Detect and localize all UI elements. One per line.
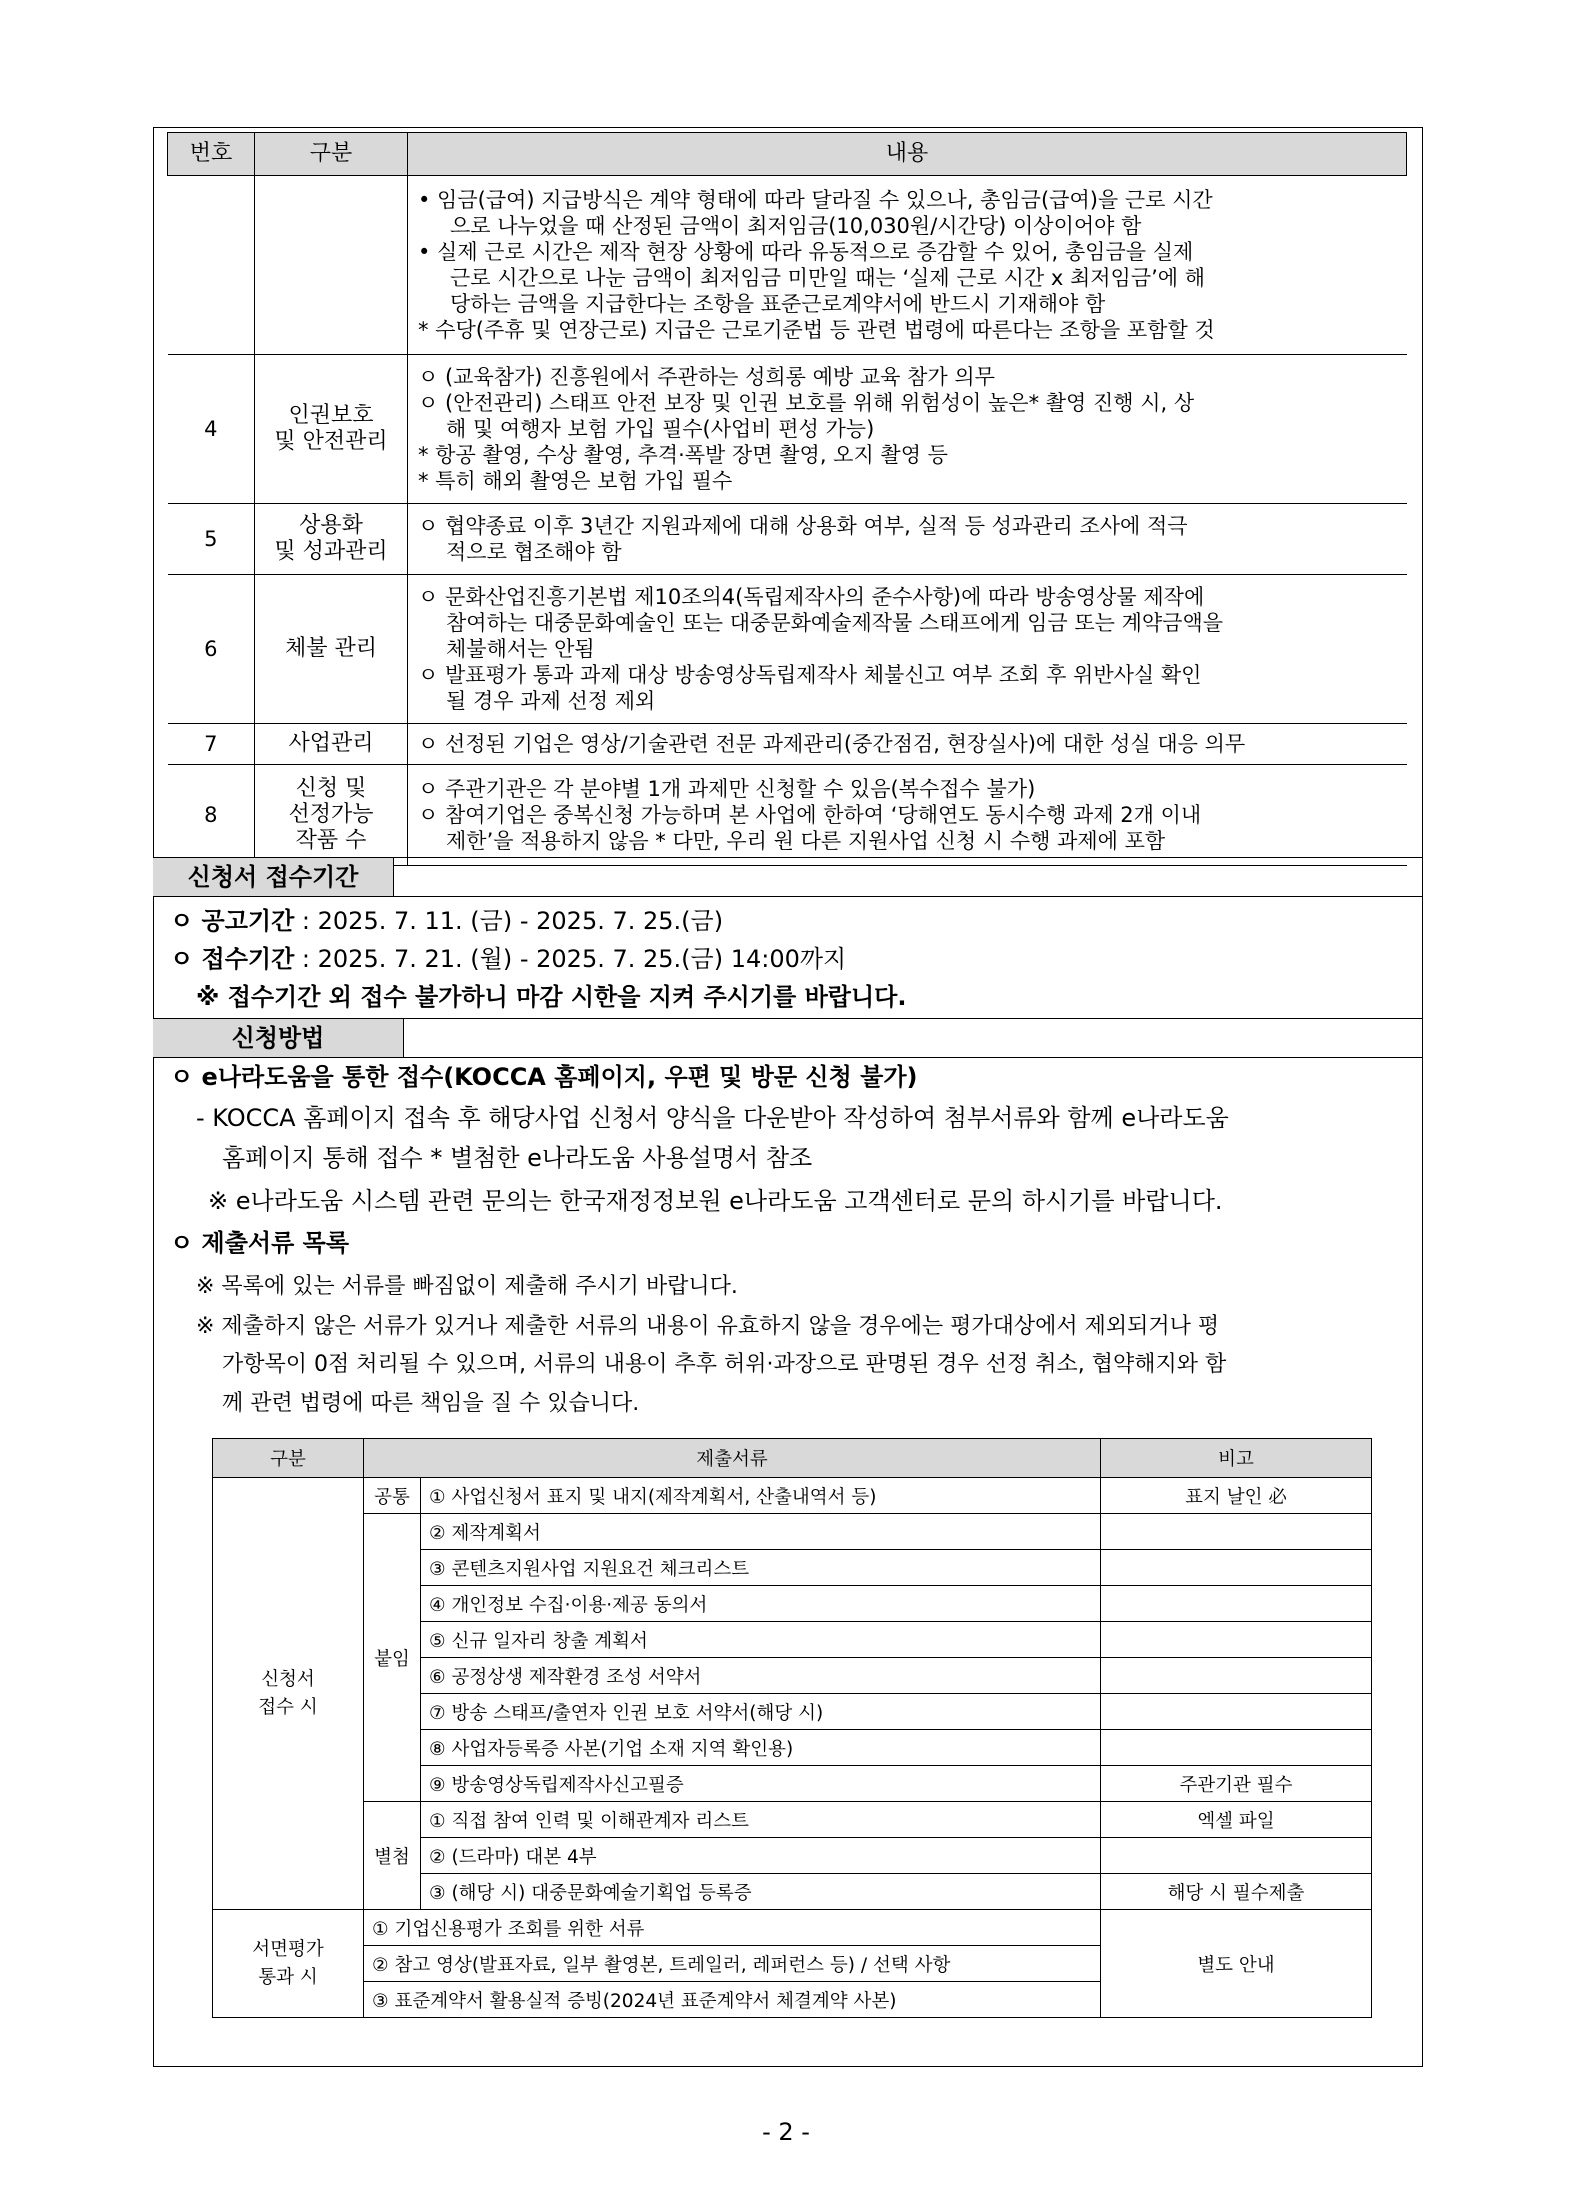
- doc-name: ③ (해당 시) 대중문화예술기획업 등록증: [421, 1874, 1101, 1910]
- receipt-period: [170, 944, 846, 974]
- doc-note: 별도 안내: [1101, 1910, 1372, 2018]
- doc-note: 표지 날인 必: [1101, 1478, 1372, 1514]
- table-row: [168, 504, 1407, 575]
- header-category: 구분: [213, 1439, 364, 1478]
- content-line: 체불해서는 안됨: [446, 637, 595, 661]
- content-line: ㅇ 문화산업진흥기본법 제10조의4(독립제작사의 준수사항)에 따라 방송영상물 제작에: [418, 585, 1205, 609]
- docs-note: ※ 목록에 있는 서류를 빠짐없이 제출해 주시기 바랍니다.: [196, 1274, 738, 1299]
- category-line: 인권보호: [288, 403, 374, 428]
- header-content: 내용: [408, 133, 1407, 176]
- header-remarks: 비고: [1101, 1439, 1372, 1478]
- content-line: 될 경우 과제 선정 제외: [446, 689, 656, 713]
- doc-note: 엑셀 파일: [1101, 1802, 1372, 1838]
- doc-note: [1101, 1550, 1372, 1586]
- notice-period: [170, 906, 723, 936]
- notice-label: 공고기간: [201, 907, 295, 935]
- content-line: * 특히 해외 촬영은 보험 가입 필수: [418, 469, 733, 493]
- row-category: [255, 355, 408, 504]
- header-documents: 제출서류: [364, 1439, 1101, 1478]
- doc-note: [1101, 1838, 1372, 1874]
- doc-note: 주관기관 필수: [1101, 1766, 1372, 1802]
- table-header-row: [213, 1439, 1372, 1478]
- category-line: 선정가능: [288, 802, 374, 827]
- header-category: 구분: [255, 133, 408, 176]
- table-row: [213, 1514, 1372, 1550]
- content-line: ㅇ 발표평가 통과 과제 대상 방송영상독립제작사 체불신고 여부 조회 후 위반사실 확인: [418, 663, 1202, 687]
- category-line: 및 성과관리: [274, 539, 388, 564]
- content-line: ㅇ 협약종료 이후 3년간 지원과제에 대해 상용화 여부, 실적 등 성과관리 조사에 적극: [418, 514, 1188, 538]
- doc-name: ⑨ 방송영상독립제작사신고필증: [421, 1766, 1101, 1802]
- circle-bullet-icon: ㅇ: [170, 907, 202, 935]
- row-number: 8: [168, 765, 255, 866]
- docs-note: 께 관련 법령에 따른 책임을 질 수 있습니다.: [222, 1391, 640, 1416]
- doc-name: ① 사업신청서 표지 및 내지(제작계획서, 산출내역서 등): [421, 1478, 1101, 1514]
- table-row: [213, 1802, 1372, 1838]
- doc-note: [1101, 1658, 1372, 1694]
- doc-name: ⑧ 사업자등록증 사본(기업 소재 지역 확인용): [421, 1730, 1101, 1766]
- content-line: ㅇ (안전관리) 스태프 안전 보장 및 인권 보호를 위해 위험성이 높은* 촬영 진행 시, 상: [418, 391, 1195, 415]
- content-line: 으로 나누었을 때 산정된 금액이 최저임금(10,030원/시간당) 이상이어야 함: [450, 214, 1142, 238]
- content-line: 제한’을 적용하지 않음 * 다만, 우리 원 다른 지원사업 신청 시 수행 과제에 포함: [446, 829, 1166, 853]
- content-line: • 임금(급여) 지급방식은 계약 형태에 따라 달라질 수 있으나, 총임금(급여)을 근로 시간: [418, 188, 1213, 212]
- group-line: 서면평가: [252, 1938, 324, 1960]
- docs-heading-text: 제출서류 목록: [201, 1229, 350, 1257]
- table-row: [168, 765, 1407, 866]
- doc-note: [1101, 1514, 1372, 1550]
- doc-name: ⑤ 신규 일자리 창출 계획서: [421, 1622, 1101, 1658]
- doc-name: ② (드라마) 대본 4부: [421, 1838, 1101, 1874]
- requirements-table: [167, 132, 1407, 866]
- receipt-value: : 2025. 7. 21. (월) - 2025. 7. 25.(금) 14:00까지: [294, 945, 847, 973]
- page-number: - 2 -: [762, 2118, 810, 2146]
- row-number: 6: [168, 575, 255, 724]
- row-number: 7: [168, 724, 255, 765]
- table-row: [168, 355, 1407, 504]
- doc-name: ③ 콘텐츠지원사업 지원요건 체크리스트: [421, 1550, 1101, 1586]
- doc-name: ① 직접 참여 인력 및 이해관계자 리스트: [421, 1802, 1101, 1838]
- category-line: 신청 및: [295, 776, 367, 801]
- row-category: [255, 724, 408, 765]
- section-header-method: [153, 1018, 1423, 1058]
- notice-value: : 2025. 7. 11. (금) - 2025. 7. 25.(금): [294, 907, 724, 935]
- content-line: • 실제 근로 시간은 제작 현장 상황에 따라 유동적으로 증감할 수 있어, 총임금을 실제: [418, 240, 1194, 264]
- content-line: 근로 시간으로 나눈 금액이 최저임금 미만일 때는 ‘실제 근로 시간 x 최저임금’에 해: [450, 266, 1206, 290]
- documents-table: [212, 1438, 1372, 2018]
- row-category: [255, 504, 408, 575]
- doc-note: [1101, 1694, 1372, 1730]
- header-number: 번호: [168, 133, 255, 176]
- table-row: [213, 1910, 1372, 1946]
- table-header-row: [168, 133, 1407, 176]
- circle-bullet-icon: ㅇ: [170, 1229, 202, 1257]
- row-number: 5: [168, 504, 255, 575]
- doc-name: ③ 표준계약서 활용실적 증빙(2024년 표준계약서 체결계약 사본): [364, 1982, 1101, 2018]
- section-title: 신청서 접수기간: [153, 858, 394, 896]
- section-header-period: [153, 857, 1423, 897]
- docs-heading: [170, 1228, 349, 1258]
- category-line: 상용화: [299, 513, 363, 538]
- section-title: 신청방법: [153, 1019, 404, 1057]
- doc-name: ④ 개인정보 수집·이용·제공 동의서: [421, 1586, 1101, 1622]
- circle-bullet-icon: ㅇ: [170, 1063, 202, 1091]
- method-heading-text: e나라도움을 통한 접수(KOCCA 홈페이지, 우편 및 방문 신청 불가): [201, 1063, 918, 1091]
- row-category: [255, 765, 408, 866]
- row-category: [255, 575, 408, 724]
- content-line: * 항공 촬영, 수상 촬영, 추격·폭발 장면 촬영, 오지 촬영 등: [418, 443, 948, 467]
- group-category: [213, 1478, 364, 1910]
- content-line: ㅇ 참여기업은 중복신청 가능하며 본 사업에 한하여 ‘당해연도 동시수행 과제 2개 이내: [418, 803, 1202, 827]
- doc-note: [1101, 1730, 1372, 1766]
- docs-note: 가항목이 0점 처리될 수 있으며, 서류의 내용이 추후 허위·과장으로 판명된 경우 선정 취소, 협약해지와 함: [222, 1352, 1227, 1377]
- doc-note: [1101, 1586, 1372, 1622]
- content-line: ㅇ (교육참가) 진흥원에서 주관하는 성희롱 예방 교육 참가 의무: [418, 365, 995, 389]
- sub-category: 붙임: [364, 1514, 421, 1802]
- method-line: - KOCCA 홈페이지 접속 후 해당사업 신청서 양식을 다운받아 작성하여 첨부서류와 함께 e나라도움: [196, 1104, 1229, 1132]
- group-line: 접수 시: [258, 1696, 318, 1718]
- table-row: [213, 1478, 1372, 1514]
- doc-note: 해당 시 필수제출: [1101, 1874, 1372, 1910]
- content-line: ㅇ 주관기관은 각 분야별 1개 과제만 신청할 수 있음(복수접수 불가): [418, 777, 1036, 801]
- doc-note: [1101, 1622, 1372, 1658]
- receipt-label: 접수기간: [201, 945, 295, 973]
- table-row: [168, 724, 1407, 765]
- category-line: 사업관리: [288, 731, 374, 756]
- doc-name: ② 참고 영상(발표자료, 일부 촬영본, 트레일러, 레퍼런스 등) / 선택 사항: [364, 1946, 1101, 1982]
- deadline-warning: ※ 접수기간 외 접수 불가하니 마감 시한을 지켜 주시기를 바랍니다.: [196, 983, 907, 1011]
- doc-name: ⑥ 공정상생 제작환경 조성 서약서: [421, 1658, 1101, 1694]
- doc-name: ② 제작계획서: [421, 1514, 1101, 1550]
- doc-name: ⑦ 방송 스태프/출연자 인권 보호 서약서(해당 시): [421, 1694, 1101, 1730]
- content-line: 해 및 여행자 보험 가입 필수(사업비 편성 가능): [446, 417, 875, 441]
- content-line: 참여하는 대중문화예술인 또는 대중문화예술제작물 스태프에게 임금 또는 계약금액을: [446, 611, 1224, 635]
- method-line: ※ e나라도움 시스템 관련 문의는 한국재정정보원 e나라도움 고객센터로 문의 하시기를 바랍니다.: [208, 1187, 1223, 1215]
- content-line: 당하는 금액을 지급한다는 조항을 표준근로계약서에 반드시 기재해야 함: [450, 292, 1106, 316]
- table-row: [168, 575, 1407, 724]
- group-line: 신청서: [261, 1668, 315, 1690]
- sub-category: 공통: [364, 1478, 421, 1514]
- category-line: 작품 수: [295, 828, 367, 853]
- content-line: ㅇ 선정된 기업은 영상/기술관련 전문 과제관리(중간점검, 현장실사)에 대한 성실 대응 의무: [418, 732, 1246, 756]
- method-heading: [170, 1062, 918, 1092]
- doc-name: ① 기업신용평가 조회를 위한 서류: [364, 1910, 1101, 1946]
- category-line: 체불 관리: [284, 636, 377, 661]
- sub-category: 별첨: [364, 1802, 421, 1910]
- docs-note: ※ 제출하지 않은 서류가 있거나 제출한 서류의 내용이 유효하지 않을 경우에는 평가대상에서 제외되거나 평: [196, 1314, 1220, 1339]
- content-line: 적으로 협조해야 함: [446, 540, 622, 564]
- category-line: 및 안전관리: [274, 429, 388, 454]
- content-line: * 수당(주휴 및 연장근로) 지급은 근로기준법 등 관련 법령에 따른다는 조항을 포함할 것: [418, 318, 1215, 342]
- group-line: 통과 시: [258, 1966, 318, 1988]
- row-number: 4: [168, 355, 255, 504]
- table-row: [168, 176, 1407, 355]
- circle-bullet-icon: ㅇ: [170, 945, 202, 973]
- group-category: [213, 1910, 364, 2018]
- method-line: 홈페이지 통해 접수 * 별첨한 e나라도움 사용설명서 참조: [222, 1144, 813, 1172]
